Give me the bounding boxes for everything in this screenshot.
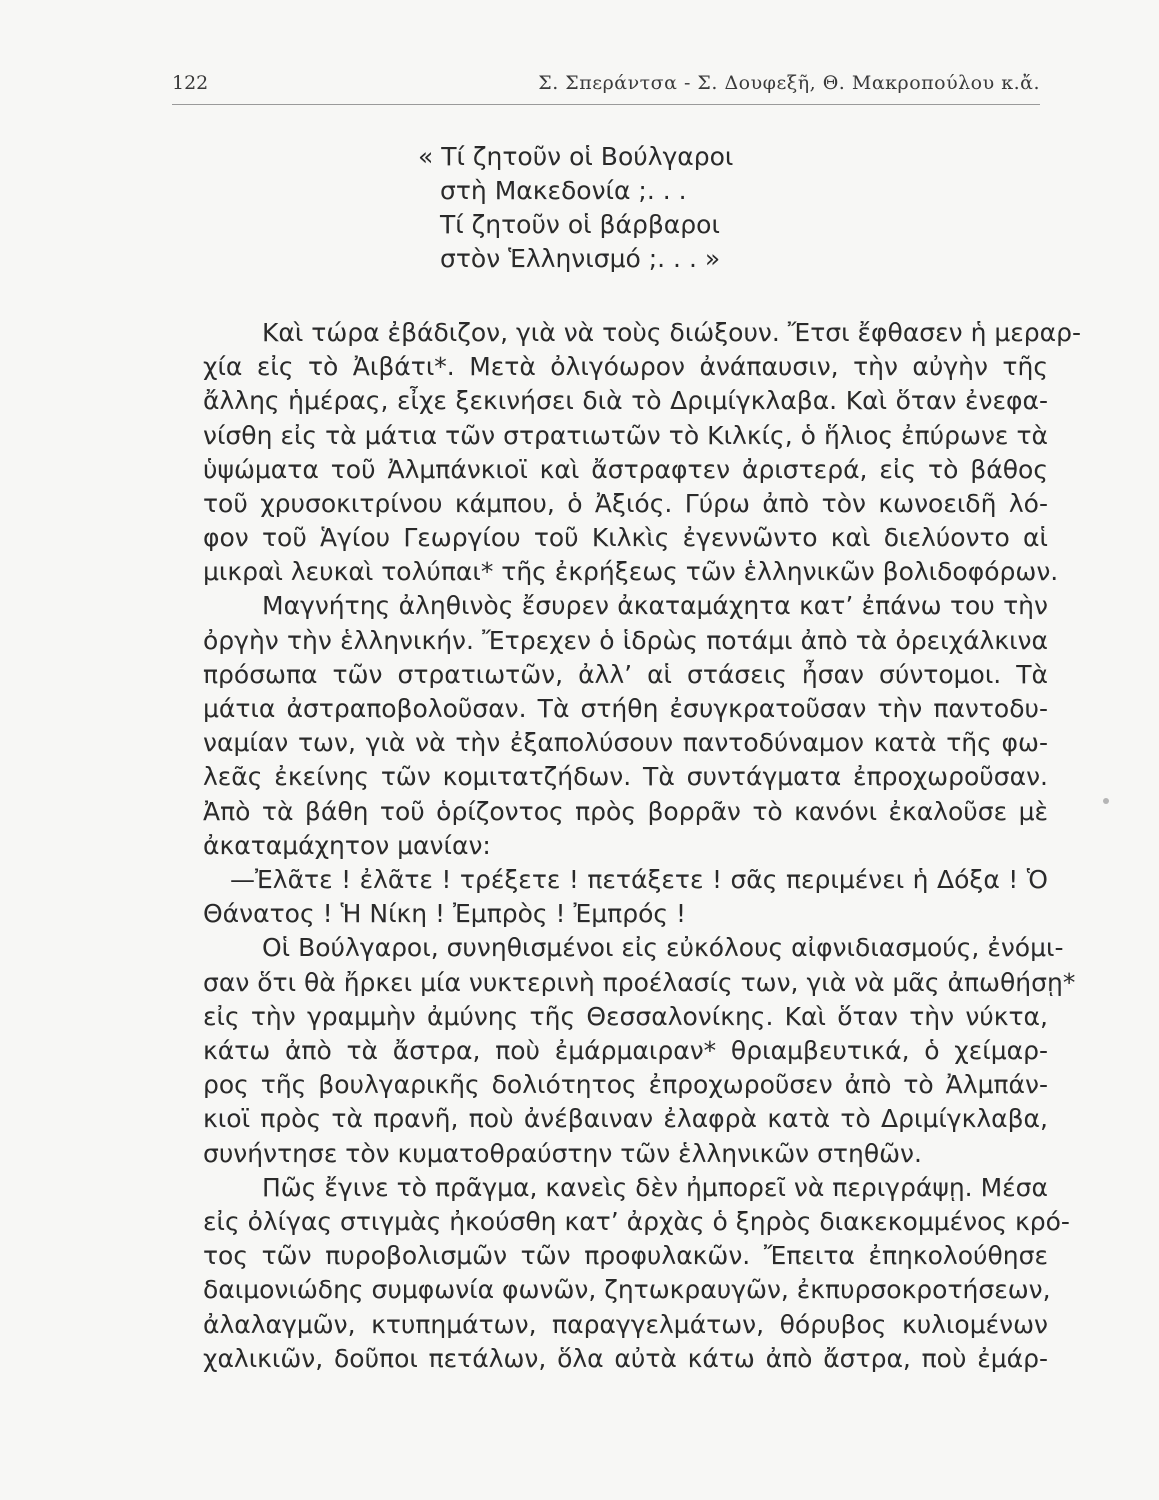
text-line: Ἀπὸ τὰ βάθη τοῦ ὁρίζοντος πρὸς βορρᾶν τὸ κανόνι ἐκαλοῦσε μὲ [203,797,1048,826]
poem-line: « Τί ζητοῦν οἱ Βούλγαροι [418,142,734,171]
text-line: κιοϊ πρὸς τὰ πρανῆ, ποὺ ἀνέβαιναν ἐλαφρὰ κατὰ τὸ Δριμίγκλαβα, [203,1104,1048,1133]
text-line: εἰς τὴν γραμμὴν ἀμύνης τῆς Θεσσαλονίκης. Καὶ ὅταν τὴν νύκτα, [203,1002,1048,1031]
running-head: Σ. Σπεράντσα - Σ. Δουφεξῆ, Θ. Μακροπούλου κ.ἄ. [538,72,1040,94]
text-line: σαν ὅτι θὰ ἤρκει μία νυκτερινὴ προέλασίς των, γιὰ νὰ μᾶς ἀπωθήσῃ* [203,968,1076,997]
scan-speck [1103,798,1109,804]
text-line: Μαγνήτης ἀληθινὸς ἔσυρεν ἀκαταμάχητα κατ’ ἐπάνω του τὴν [262,591,1048,620]
text-line: ἀλαλαγμῶν, κτυπημάτων, παραγγελμάτων, θόρυβος κυλιομένων [203,1310,1048,1339]
text-line: ὑψώματα τοῦ Ἀλμπάνκιοϊ καὶ ἄστραφτεν ἀριστερά, εἰς τὸ βάθος [203,455,1048,484]
text-line: νίσθη εἰς τὰ μάτια τῶν στρατιωτῶν τὸ Κιλκίς, ὁ ἥλιος ἐπύρωνε τὰ [203,421,1048,450]
poem-line: Τί ζητοῦν οἱ βάρβαροι [440,210,720,239]
poem-line: στὴ Μακεδονία ;. . . [440,176,687,205]
text-line: ναμίαν των, γιὰ νὰ τὴν ἐξαπολύσουν παντοδύναμον κατὰ τῆς φω- [203,728,1048,757]
header-rule [172,104,1040,105]
text-line: ἀκαταμάχητον μανίαν: [203,831,491,860]
text-line: ὀργὴν τὴν ἑλληνικήν. Ἔτρεχεν ὁ ἱδρὼς ποτάμι ἀπὸ τὰ ὀρειχάλκινα [203,626,1048,655]
text-line: συνήντησε τὸν κυματοθραύστην τῶν ἑλληνικῶν στηθῶν. [203,1139,922,1168]
text-line: χία εἰς τὸ Ἀιβάτι*. Μετὰ ὀλιγόωρον ἀνάπαυσιν, τὴν αὐγὴν τῆς [203,352,1048,381]
text-line: τοῦ χρυσοκιτρίνου κάμπου, ὁ Ἀξιός. Γύρω ἀπὸ τὸν κωνοειδῆ λό- [203,489,1048,518]
text-line: Πῶς ἔγινε τὸ πρᾶγμα, κανεὶς δὲν ἠμπορεῖ νὰ περιγράψῃ. Μέσα [262,1173,1048,1202]
poem-line: στὸν Ἑλληνισμό ;. . . » [440,244,721,273]
text-line: τος τῶν πυροβολισμῶν τῶν προφυλακῶν. Ἔπειτα ἐπηκολούθησε [203,1241,1048,1270]
text-line: μικραὶ λευκαὶ τολύπαι* τῆς ἐκρήξεως τῶν ἑλληνικῶν βολιδοφόρων. [203,557,1059,586]
text-line: ρος τῆς βουλγαρικῆς δολιότητος ἐπροχωροῦσεν ἀπὸ τὸ Ἀλμπάν- [203,1070,1048,1099]
text-line: κάτω ἀπὸ τὰ ἄστρα, ποὺ ἐμάρμαιραν* θριαμβευτικά, ὁ χείμαρ- [203,1036,1048,1065]
page-header [172,72,1040,100]
text-line: εἰς ὀλίγας στιγμὰς ἠκούσθη κατ’ ἀρχὰς ὁ ξηρὸς διακεκομμένος κρό- [203,1207,1070,1236]
text-line: φον τοῦ Ἁγίου Γεωργίου τοῦ Κιλκὶς ἐγεννῶντο καὶ διελύοντο αἱ [203,523,1048,552]
text-line: λεᾶς ἐκείνης τῶν κομιτατζήδων. Τὰ συντάγματα ἐπροχωροῦσαν. [203,762,1048,791]
text-line: μάτια ἀστραποβολοῦσαν. Τὰ στήθη ἐσυγκρατοῦσαν τὴν παντοδυ- [203,694,1048,723]
text-line: πρόσωπα τῶν στρατιωτῶν, ἀλλ’ αἱ στάσεις ἦσαν σύντομοι. Τὰ [203,660,1048,689]
text-line: δαιμονιώδης συμφωνία φωνῶν, ζητωκραυγῶν, ἐκπυρσοκροτήσεων, [203,1275,1051,1304]
dialog-line: —Ἐλᾶτε ! ἐλᾶτε ! τρέξετε ! πετάξετε ! σᾶς περιμένει ἡ Δόξα ! Ὁ [230,865,1048,894]
page-number: 122 [172,72,209,94]
text-line: Οἱ Βούλγαροι, συνηθισμένοι εἰς εὐκόλους αἰφνιδιασμούς, ἐνόμι- [262,933,1064,962]
text-line: ἄλλης ἡμέρας, εἶχε ξεκινήσει διὰ τὸ Δριμίγκλαβα. Καὶ ὅταν ἐνεφα- [203,386,1048,415]
dialog-line: Θάνατος ! Ἡ Νίκη ! Ἐμπρὸς ! Ἐμπρός ! [203,899,687,928]
text-line: Καὶ τώρα ἐβάδιζον, γιὰ νὰ τοὺς διώξουν. Ἔτσι ἔφθασεν ἡ μεραρ- [262,318,1082,347]
text-line: χαλικιῶν, δοῦποι πετάλων, ὅλα αὐτὰ κάτω ἀπὸ ἄστρα, ποὺ ἐμάρ- [203,1344,1048,1373]
